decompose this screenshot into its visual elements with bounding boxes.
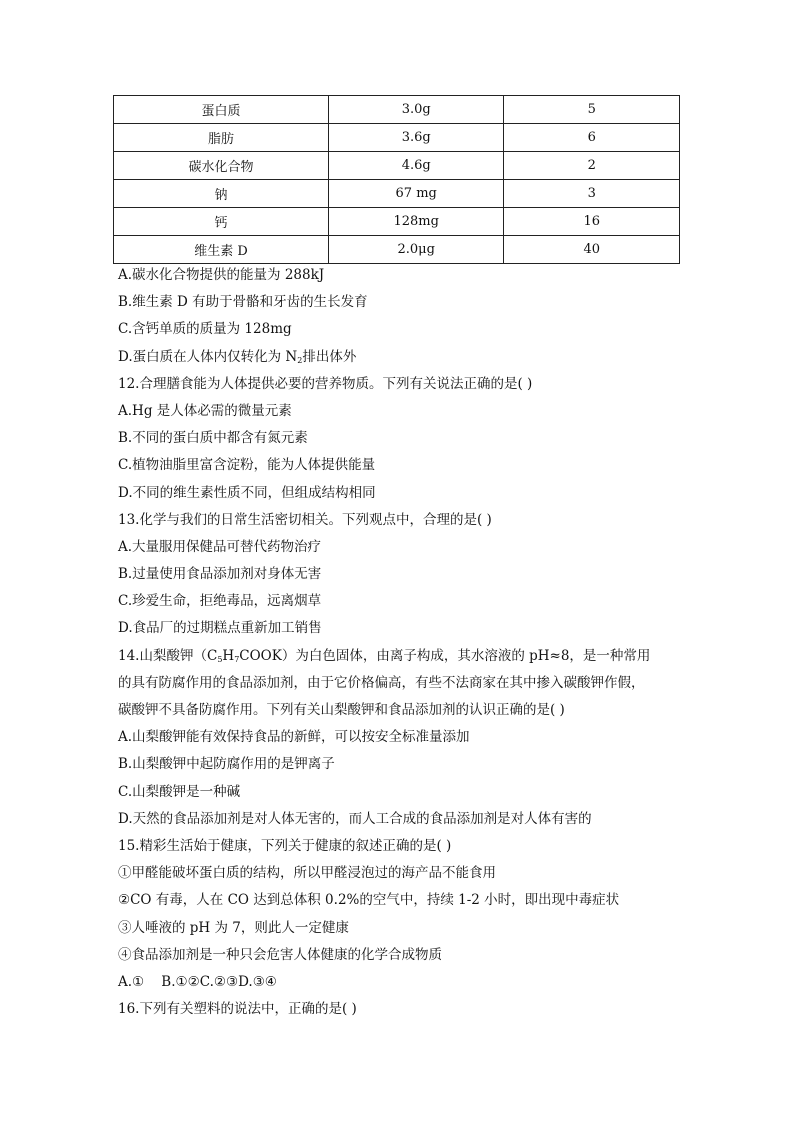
table-row [114,208,680,236]
q15-statement-2: ②CO 有毒，人在 CO 达到总体积 0.2%的空气中，持续 1-2 小时，即出现中毒症状 [118,892,620,909]
q11-option-d-subscript: 2 [297,355,303,365]
q14-stem-rest: COOK）为白色固体，由离子构成，其水溶液的 pH≈8，是一种常用 [239,647,651,664]
q14-option-b: B.山梨酸钾中起防腐作用的是钾离子 [118,756,335,773]
q15-stem: 15.精彩生活始于健康，下列关于健康的叙述正确的是( ) [118,837,452,854]
nutrition-table-body [114,96,680,264]
nutrient-name-cell: 脂肪 [114,124,329,152]
q11-option-c: C.含钙单质的质量为 128mg [118,321,292,338]
table-row [114,236,680,264]
table-row [114,152,680,180]
nutrient-percent-cell: 16 [504,208,680,236]
table-row [114,180,680,208]
q11-option-d-text: D.蛋白质在人体内仅转化为 N [118,348,298,365]
q11-option-b: B.维生素 D 有助于骨骼和牙齿的生长发育 [118,294,368,311]
q11-option-d-tail: 排出体外 [302,348,357,365]
q15-options: A.① B.①②C.②③D.③④ [118,973,277,990]
q14-stem-prefix: 14.山梨酸钾（C [118,647,218,664]
q12-option-a: A.Hg 是人体必需的微量元素 [118,402,292,419]
q12-option-d: D.不同的维生素性质不同，但组成结构相同 [118,484,376,501]
nutrient-percent-cell: 2 [504,152,680,180]
q13-option-a: A.大量服用保健品可替代药物治疗 [118,538,322,555]
nutrient-amount-cell: 128mg [328,208,504,236]
nutrient-name-cell: 蛋白质 [114,96,329,124]
q14-stem-line-2: 的具有防腐作用的食品添加剂，由于它价格偏高，有些不法商家在其中掺入碳酸钾作假， [118,674,645,691]
q14-stem-h: H [222,647,235,664]
q11-option-d [118,344,698,371]
q15-statement-4: ④食品添加剂是一种只会危害人体健康的化学合成物质 [118,946,442,963]
nutrient-percent-cell: 6 [504,124,680,152]
nutrient-name-cell: 维生素 D [114,236,329,264]
table-row [114,96,680,124]
nutrient-amount-cell: 3.0g [328,96,504,124]
nutrient-percent-cell: 40 [504,236,680,264]
nutrient-percent-cell: 3 [504,180,680,208]
q11-option-a: A.碳水化合物提供的能量为 288kJ [118,267,325,283]
q12-option-c: C.植物油脂里富含淀粉，能为人体提供能量 [118,457,376,474]
nutrient-percent-cell: 5 [504,96,680,124]
q14-subscript-7: 7 [234,654,240,664]
nutrient-name-cell: 碳水化合物 [114,152,329,180]
question-block [118,262,698,1023]
table-row [114,124,680,152]
q14-option-a: A.山梨酸钾能有效保持食品的新鲜，可以按安全标准量添加 [118,729,470,746]
nutrient-amount-cell: 67 mg [328,180,504,208]
nutrient-amount-cell: 3.6g [328,124,504,152]
nutrient-amount-cell: 4.6g [328,152,504,180]
q13-option-d: D.食品厂的过期糕点重新加工销售 [118,620,322,637]
q16-stem: 16.下列有关塑料的说法中，正确的是( ) [118,1001,357,1018]
q14-option-d: D.天然的食品添加剂是对人体无害的，而人工合成的食品添加剂是对人体有害的 [118,810,592,827]
q12-option-b: B.不同的蛋白质中都含有氮元素 [118,430,308,447]
q14-option-c: C.山梨酸钾是一种碱 [118,783,241,800]
q15-statement-1: ①甲醛能破坏蛋白质的结构，所以甲醛浸泡过的海产品不能食用 [118,865,496,882]
q14-stem-line-3: 碳酸钾不具备防腐作用。下列有关山梨酸钾和食品添加剂的认识正确的是( ) [118,702,565,718]
q14-subscript-5: 5 [217,654,223,664]
q13-option-c: C.珍爱生命，拒绝毒品，远离烟草 [118,593,322,610]
nutrition-table [113,95,680,264]
q15-statement-3: ③人唾液的 pH 为 7，则此人一定健康 [118,919,349,936]
nutrient-name-cell: 钙 [114,208,329,236]
q14-stem-line-1 [118,643,698,670]
q12-stem: 12.合理膳食能为人体提供必要的营养物质。下列有关说法正确的是( ) [118,375,533,392]
q13-option-b: B.过量使用食品添加剂对身体无害 [118,566,322,583]
q13-stem: 13.化学与我们的日常生活密切相关。下列观点中，合理的是( ) [118,511,492,528]
nutrient-name-cell: 钠 [114,180,329,208]
nutrient-amount-cell: 2.0μg [328,236,504,264]
